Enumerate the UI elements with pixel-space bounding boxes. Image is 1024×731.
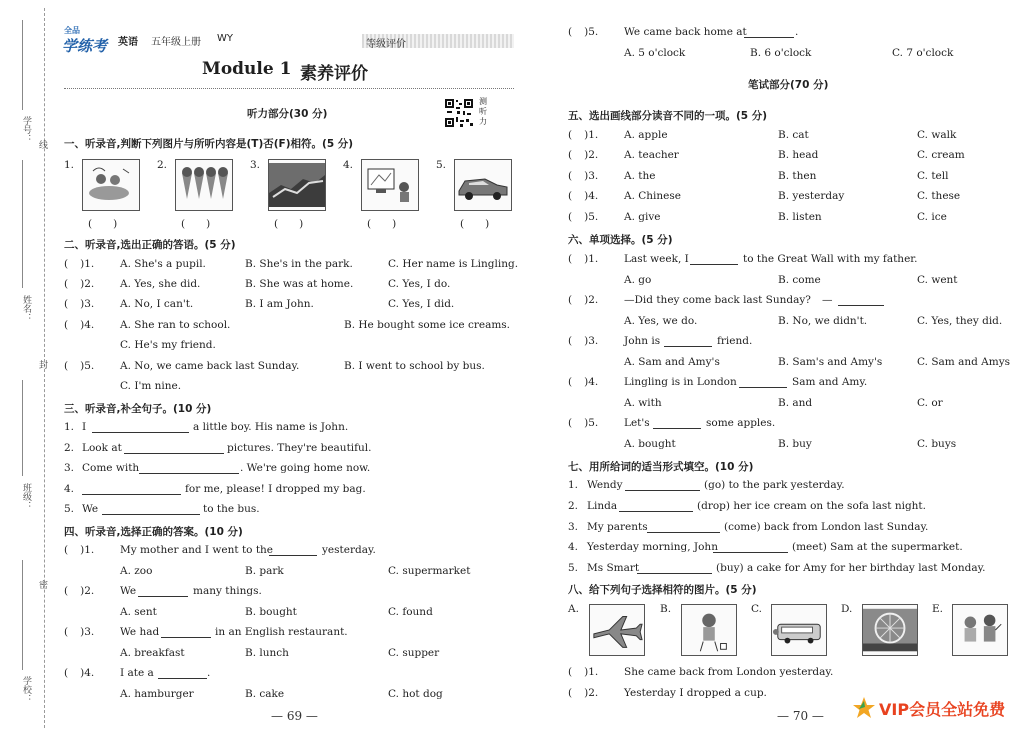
answer-paren[interactable]: ( ) [367,218,397,230]
question-number: )3. [584,335,599,347]
question-text-end: some apples. [706,417,776,429]
question-number: 3. [64,462,75,474]
written-title: 笔试部分(70 分) [748,79,829,91]
option-c[interactable]: C. hot dog [388,688,443,700]
question-number: 5. [64,503,75,515]
option-b[interactable]: B. head [778,149,819,161]
option-c[interactable]: C. Yes, I did. [388,298,455,310]
gutter-write-line [22,160,23,288]
option-a[interactable]: A. apple [624,129,668,141]
option-c[interactable]: C. supermarket [388,565,471,577]
question-text-end: many things. [193,585,262,597]
sentence-start: Look at [82,442,122,454]
answer-blank[interactable] [138,596,188,597]
question-number: )3. [584,170,599,182]
tv-watching-icon [361,159,419,211]
picture-number: 5. [436,159,447,171]
question-text-end: friend. [717,335,753,347]
answer-choice[interactable]: ( )4. [64,667,95,679]
option-b[interactable]: B. and [778,397,813,409]
option-a[interactable]: A. teacher [624,149,679,161]
sentence-end: . We're going home now. [240,462,371,474]
sentence-end: a little boy. His name is John. [193,421,349,433]
picture-number: 1. [64,159,75,171]
question-number: 3. [568,521,579,533]
option-c[interactable]: C. tell [917,170,949,182]
picture-label: A. [568,603,579,615]
section-5-title: 五、选出画线部分读音不同的一项。(5 分) [568,110,768,122]
answer-blank[interactable] [744,37,794,38]
gutter-mi: 密 [37,580,47,589]
star-icon [852,696,876,720]
gutter-write-line [22,380,23,476]
option-c[interactable]: C. 7 o'clock [892,47,954,59]
vip-watermark[interactable]: VIP会员全站免费 [879,700,1006,719]
option-a[interactable]: A. the [624,170,656,182]
option-c[interactable]: C. Her name is Lingling. [388,258,519,270]
girl-dropped-cup-icon [681,604,737,656]
answer-choice[interactable]: ( )1. [568,253,599,265]
answer-choice[interactable]: ( )4. [568,190,599,202]
sentence-start: I [82,421,87,433]
option-c[interactable]: C. buys [917,438,957,450]
answer-blank[interactable] [625,490,700,491]
listening-title: 听力部分(30 分) [247,108,328,120]
assessment-title: 素养评价 [300,64,368,84]
option-c[interactable]: C. cream [917,149,965,161]
option-a[interactable]: A. She's a pupil. [120,258,206,270]
name-label: 姓名： [21,295,31,322]
section-2-title: 二、听录音,选出正确的答语。(5 分) [64,239,236,251]
module-title: Module 1 [202,59,292,79]
divider [64,88,514,89]
answer-choice[interactable]: ( )3. [64,626,95,638]
option-a[interactable]: A. Yes, she did. [120,278,201,290]
picture-number: 2. [157,159,168,171]
answer-choice[interactable]: ( )3. [568,335,599,347]
question-text-end: . [207,667,211,679]
sentence-start: Linda [587,500,618,512]
gutter-write-line [22,20,23,110]
option-b[interactable]: B. No, we didn't. [778,315,868,327]
answer-blank[interactable] [82,494,181,495]
answer-choice[interactable]: ( )5. [568,417,599,429]
option-c[interactable]: C. supper [388,647,440,659]
answer-choice[interactable]: ( )5. [568,26,599,38]
option-a[interactable]: A. Yes, we do. [624,315,698,327]
option-b[interactable]: B. come [778,274,821,286]
picture-number: 4. [343,159,354,171]
option-c[interactable]: C. Yes, they did. [917,315,1003,327]
answer-paren[interactable]: ( ) [460,218,490,230]
question-number: 1. [64,421,75,433]
question-number: 2. [64,442,75,454]
question-number: )5. [80,360,95,372]
question-number: 1. [568,479,579,491]
option-c[interactable]: C. He's my friend. [120,339,216,351]
grade-eval: 等级评价 [366,39,406,50]
answer-blank[interactable] [690,264,738,265]
gutter-feng: 封 [37,360,47,369]
sentence-end: to the bus. [203,503,260,515]
page-number-left: — 69 — [271,709,318,723]
answer-choice[interactable]: ( )2. [568,149,599,161]
two-children-icon [952,604,1008,656]
edition: WY [217,33,233,44]
question-number: )5. [584,26,599,38]
option-c[interactable]: C. these [917,190,961,202]
ice-creams-icon [175,159,233,211]
answer-blank[interactable] [713,552,788,553]
question-text: John is [624,335,661,347]
question-text: We came back home at [624,26,747,38]
option-a[interactable]: A. No, I can't. [120,298,194,310]
question-text-end: in an English restaurant. [215,626,348,638]
option-c[interactable]: C. walk [917,129,957,141]
question-text: She came back from London yesterday. [624,666,834,678]
option-a[interactable]: A. with [624,397,662,409]
page-number-right: — 70 — [777,709,824,723]
option-a[interactable]: A. zoo [120,565,153,577]
answer-blank[interactable] [653,428,701,429]
question-number: )1. [584,129,599,141]
question-number: )2. [584,294,599,306]
question-number: 5. [568,562,579,574]
question-text: Let's [624,417,650,429]
question-text: I ate a [120,667,154,679]
grade: 五年级上册 [151,37,201,48]
option-a[interactable]: A. go [624,274,652,286]
question-number: )5. [584,211,599,223]
option-b[interactable]: B. 6 o'clock [750,47,812,59]
question-number: )1. [584,253,599,265]
question-text: Lingling is in London [624,376,737,388]
option-b[interactable]: B. I went to school by bus. [344,360,485,372]
option-c[interactable]: C. found [388,606,433,618]
option-b[interactable]: B. cake [245,688,285,700]
option-c[interactable]: C. went [917,274,958,286]
question-text: We had [120,626,160,638]
gutter-write-line [22,560,23,670]
sentence-start: Ms Smart [587,562,640,574]
sentence-start: My parents [587,521,648,533]
answer-blank[interactable] [92,432,189,433]
question-number: 4. [64,483,75,495]
section-7-title: 七、用所给词的适当形式填空。(10 分) [568,461,754,473]
question-number: )4. [584,190,599,202]
answer-choice[interactable]: ( )2. [568,687,599,699]
picture-number: 3. [250,159,261,171]
option-b[interactable]: B. bought [245,606,297,618]
answer-choice[interactable]: ( )2. [568,294,599,306]
school-label: 学校： [21,676,31,703]
option-b[interactable]: B. lunch [245,647,289,659]
coach-bus-icon [771,604,827,656]
great-wall-icon [268,159,326,211]
student-id-label: 学号： [21,116,31,143]
answer-choice[interactable]: ( )1. [64,544,95,556]
section-3-title: 三、听录音,补全句子。(10 分) [64,403,212,415]
answer-blank[interactable] [619,511,693,512]
picture-label: C. [751,603,762,615]
option-a[interactable]: A. hamburger [120,688,194,700]
option-a[interactable]: A. Chinese [624,190,681,202]
option-a[interactable]: A. sent [120,606,157,618]
question-text-end: — [822,294,833,306]
picture-label: D. [841,603,853,615]
question-number: 4. [568,541,579,553]
answer-choice[interactable]: ( )1. [568,129,599,141]
answer-paren[interactable]: ( ) [88,218,118,230]
option-b[interactable]: B. He bought some ice creams. [344,319,511,331]
option-b[interactable]: B. buy [778,438,812,450]
option-c[interactable]: C. Yes, I do. [388,278,451,290]
question-number: )1. [80,258,95,270]
option-c[interactable]: C. Sam and Amys [917,356,1011,368]
picture-label: B. [660,603,672,615]
question-number: 2. [568,500,579,512]
option-b[interactable]: B. park [245,565,284,577]
section-8-title: 八、给下列句子选择相符的图片。(5 分) [568,584,757,596]
section-4-title: 四、听录音,选择正确的答案。(10 分) [64,526,243,538]
option-a[interactable]: A. Sam and Amy's [624,356,720,368]
answer-blank[interactable] [269,555,317,556]
option-a[interactable]: A. breakfast [120,647,185,659]
question-number: )3. [80,298,95,310]
question-text-end: yesterday. [322,544,376,556]
question-number: )1. [584,666,599,678]
answer-choice[interactable]: ( )5. [64,360,95,372]
answer-choice[interactable]: ( )1. [568,666,599,678]
answer-paren[interactable]: ( ) [181,218,211,230]
option-c[interactable]: C. or [917,397,943,409]
question-text: Last week, I [624,253,689,265]
answer-blank[interactable] [124,453,224,454]
question-number: )4. [80,319,95,331]
picnic-icon [82,159,140,211]
question-number: )1. [80,544,95,556]
question-text: We [120,585,137,597]
option-b[interactable]: B. listen [778,211,822,223]
question-number: )5. [584,417,599,429]
option-c[interactable]: C. I'm nine. [120,380,182,392]
sentence-start: Wendy [587,479,623,491]
question-text: Yesterday I dropped a cup. [624,687,767,699]
sentence-end: (come) back from London last Sunday. [724,521,929,533]
answer-choice[interactable]: ( )2. [64,585,95,597]
question-text: —Did they come back last Sunday? [624,294,811,306]
answer-blank[interactable] [158,678,207,679]
question-text-end: Sam and Amy. [792,376,868,388]
answer-paren[interactable]: ( ) [274,218,304,230]
answer-blank[interactable] [139,473,239,474]
sentence-end: (meet) Sam at the supermarket. [792,541,963,553]
subject: 英语 [118,37,138,48]
sentence-start: Yesterday morning, John [587,541,718,553]
question-number: )4. [584,376,599,388]
answer-choice[interactable]: ( )4. [568,376,599,388]
section-6-title: 六、单项选择。(5 分) [568,234,673,246]
sentence-end: pictures. They're beautiful. [227,442,372,454]
option-b[interactable]: B. then [778,170,817,182]
option-b[interactable]: B. I am John. [245,298,314,310]
section-1-title: 一、听录音,判断下列图片与所听内容是(T)否(F)相符。(5 分) [64,138,354,150]
question-number: )4. [80,667,95,679]
question-number: )3. [80,626,95,638]
option-a[interactable]: A. bought [624,438,676,450]
option-b[interactable]: B. She was at home. [245,278,354,290]
answer-blank[interactable] [637,573,712,574]
option-a[interactable]: A. She ran to school. [120,319,231,331]
question-number: )2. [80,278,95,290]
option-a[interactable]: A. No, we came back last Sunday. [120,360,300,372]
answer-choice[interactable]: ( )2. [64,278,95,290]
question-number: )2. [80,585,95,597]
sentence-start: We [82,503,99,515]
answer-choice[interactable]: ( )3. [64,298,95,310]
sentence-end: (go) to the park yesterday. [704,479,845,491]
option-a[interactable]: A. give [624,211,661,223]
question-number: )2. [584,687,599,699]
logo-top: 全品 [64,26,80,35]
question-number: )2. [584,149,599,161]
qr-label: 测听力 [479,97,487,126]
option-b[interactable]: B. Sam's and Amy's [778,356,883,368]
answer-blank[interactable] [102,514,200,515]
sentence-start: Come with [82,462,140,474]
answer-choice[interactable]: ( )5. [568,211,599,223]
class-label: 班级： [21,483,31,510]
answer-choice[interactable]: ( )3. [568,170,599,182]
logo: 学练考 [62,37,108,55]
question-text-end: to the Great Wall with my father. [743,253,918,265]
answer-choice[interactable]: ( )4. [64,319,95,331]
option-b[interactable]: B. She's in the park. [245,258,353,270]
question-text: My mother and I went to the [120,544,274,556]
answer-choice[interactable]: ( )1. [64,258,95,270]
sentence-end: for me, please! I dropped my bag. [185,483,366,495]
sentence-end: (buy) a cake for Amy for her birthday last Monday. [716,562,986,574]
answer-blank[interactable] [739,387,787,388]
option-b[interactable]: B. cat [778,129,809,141]
airplane-icon [589,604,645,656]
answer-blank[interactable] [838,305,884,306]
answer-blank[interactable] [161,637,211,638]
car-icon [454,159,512,211]
qr-code-icon[interactable] [444,98,474,128]
answer-blank[interactable] [664,346,712,347]
option-c[interactable]: C. ice [917,211,947,223]
option-a[interactable]: A. 5 o'clock [624,47,686,59]
picture-label: E. [932,603,944,615]
london-eye-icon [862,604,918,656]
answer-blank[interactable] [647,532,720,533]
option-b[interactable]: B. yesterday [778,190,845,202]
question-text-end: . [795,26,799,38]
gutter-xian: 线 [37,140,47,149]
sentence-end: (drop) her ice cream on the sofa last night. [697,500,926,512]
